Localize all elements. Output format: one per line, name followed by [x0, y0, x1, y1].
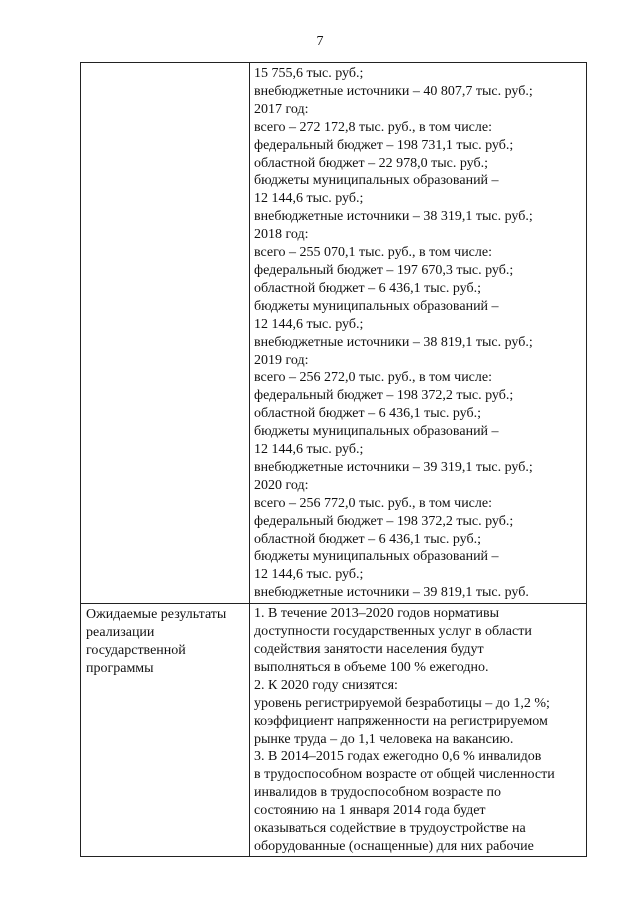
value-line: внебюджетные источники – 38 819,1 тыс. руб.; — [254, 334, 533, 350]
value-line: всего – 256 272,0 тыс. руб., в том числе: — [254, 370, 492, 386]
label-lines — [81, 604, 249, 681]
table-row-funding — [81, 63, 587, 604]
value-line: областной бюджет – 6 436,1 тыс. руб.; — [254, 406, 481, 422]
value-line: 12 144,6 тыс. руб.; — [254, 442, 364, 458]
value-line: рынке труда – до 1,1 человека на вакансию. — [254, 731, 514, 747]
value-line: 12 144,6 тыс. руб.; — [254, 316, 364, 332]
value-line: 12 144,6 тыс. руб.; — [254, 567, 364, 583]
value-line: внебюджетные источники – 39 319,1 тыс. руб.; — [254, 459, 533, 475]
label-line: программы — [86, 660, 154, 676]
value-line: внебюджетные источники – 40 807,7 тыс. руб.; — [254, 83, 533, 99]
value-line: 3. В 2014–2015 годах ежегодно 0,6 % инвалидов — [254, 749, 542, 765]
label-cell — [81, 604, 250, 857]
value-line: инвалидов в трудоспособном возрасте по — [254, 785, 502, 801]
value-line: областной бюджет – 6 436,1 тыс. руб.; — [254, 531, 481, 547]
funding-lines — [250, 63, 586, 603]
value-line: в трудоспособном возрасте от общей численности — [254, 767, 555, 783]
value-line: федеральный бюджет – 198 372,2 тыс. руб.; — [254, 513, 514, 529]
value-line: оказываться содействие в трудоустройстве на — [254, 821, 526, 837]
value-line: 2017 год: — [254, 101, 309, 117]
value-line: 2020 год: — [254, 477, 309, 493]
value-line: федеральный бюджет – 198 372,2 тыс. руб.; — [254, 388, 514, 404]
value-line: внебюджетные источники – 39 819,1 тыс. руб. — [254, 585, 529, 601]
label-line: государственной — [86, 643, 186, 658]
value-line: 2019 год: — [254, 352, 309, 368]
table-row-expected-results — [81, 604, 587, 857]
value-line: содействия занятости населения будут — [254, 642, 484, 657]
value-line: доступности государственных услуг в области — [254, 624, 532, 640]
value-line: состоянию на 1 января 2014 года будет — [254, 803, 486, 819]
value-line: всего – 256 772,0 тыс. руб., в том числе: — [254, 495, 492, 511]
value-line: всего – 255 070,1 тыс. руб., в том числе: — [254, 245, 492, 261]
value-line: бюджеты муниципальных образований – — [254, 298, 499, 314]
label-line: реализации — [86, 625, 155, 641]
label-lines — [81, 63, 249, 68]
results-lines — [250, 604, 586, 856]
value-line: всего – 272 172,8 тыс. руб., в том числе: — [254, 119, 492, 135]
value-line: коэффициент напряженности на регистрируемом — [254, 713, 548, 729]
program-passport-table — [80, 62, 587, 857]
value-line: выполняться в объеме 100 % ежегодно. — [254, 659, 489, 675]
value-line: оборудованные (оснащенные) для них рабочие — [254, 838, 534, 854]
value-cell — [250, 604, 587, 857]
value-line: 1. В течение 2013–2020 годов нормативы — [254, 606, 500, 622]
value-line: 15 755,6 тыс. руб.; — [254, 66, 364, 81]
value-line: 12 144,6 тыс. руб.; — [254, 191, 364, 207]
value-cell — [250, 63, 587, 604]
value-line: бюджеты муниципальных образований – — [254, 173, 499, 189]
value-line: внебюджетные источники – 38 319,1 тыс. руб.; — [254, 209, 533, 225]
page-number: 7 — [316, 34, 324, 49]
value-line: федеральный бюджет – 197 670,3 тыс. руб.; — [254, 262, 514, 278]
value-line: 2. К 2020 году снизятся: — [254, 677, 398, 693]
value-line: бюджеты муниципальных образований – — [254, 424, 499, 440]
value-line: областной бюджет – 22 978,0 тыс. руб.; — [254, 155, 488, 171]
value-line: бюджеты муниципальных образований – — [254, 549, 499, 565]
value-line: областной бюджет – 6 436,1 тыс. руб.; — [254, 280, 481, 296]
value-line: уровень регистрируемой безработицы – до 1,2 %; — [254, 695, 550, 711]
value-line: федеральный бюджет – 198 731,1 тыс. руб.; — [254, 137, 514, 153]
value-line: 2018 год: — [254, 227, 309, 243]
label-cell — [81, 63, 250, 604]
label-line: Ожидаемые результаты — [86, 607, 227, 623]
